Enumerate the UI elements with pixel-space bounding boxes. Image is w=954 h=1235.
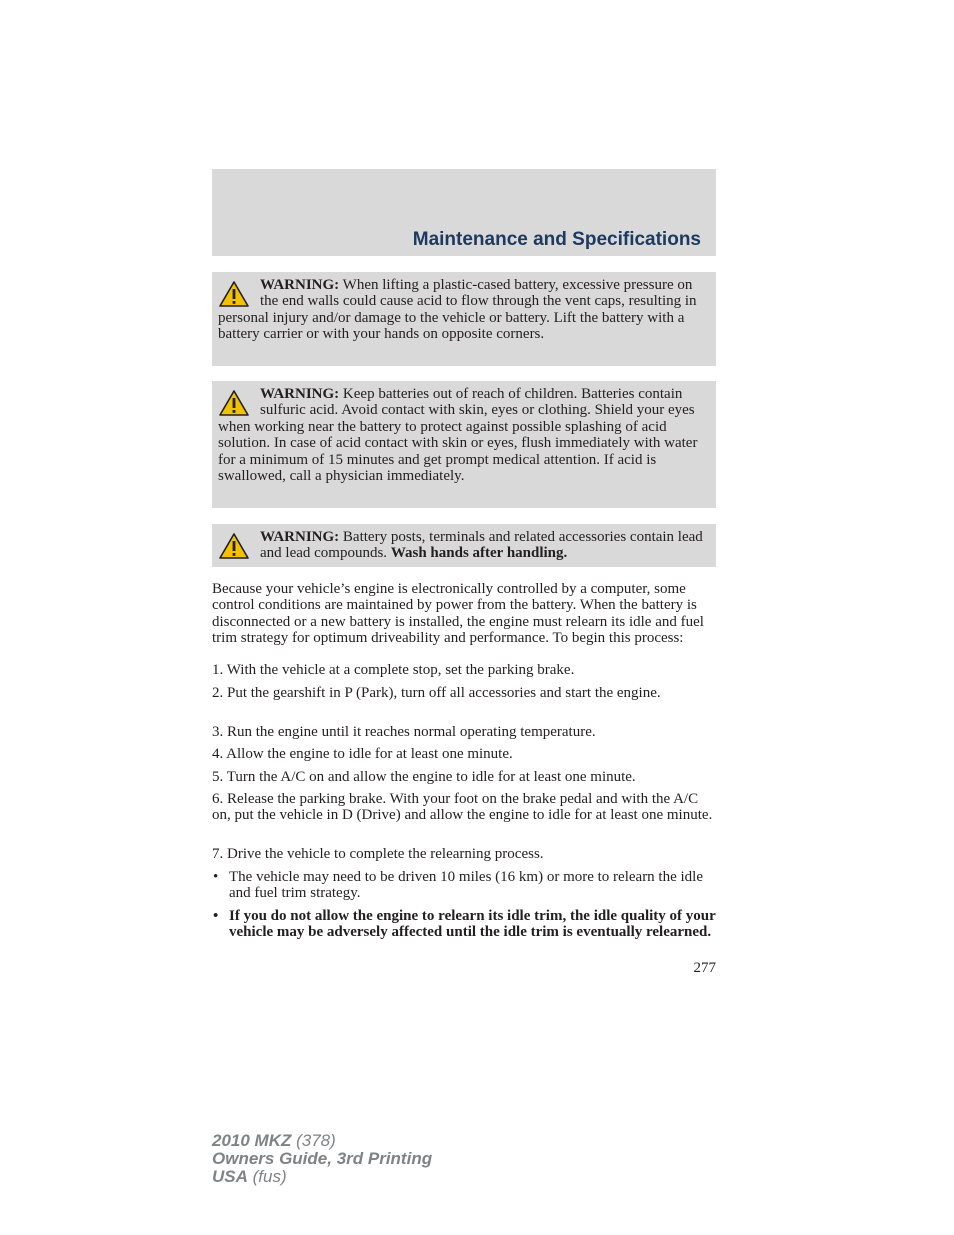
footer-line-2 [212,1150,432,1168]
step-2: 2. Put the gearshift in P (Park), turn off all accessories and start the engine. [212,685,661,701]
bullet-icon: • [213,869,219,885]
footer-line-3 [212,1168,432,1186]
intro-paragraph: Because your vehicle’s engine is electronically controlled by a computer, some control conditions are maintained by power from the battery. When the battery is disconnected or a new battery is installed, the engine must relearn its idle and fuel trim strategy for optimum driveability and performance. To begin this process: [212,581,704,647]
step-6: 6. Release the parking brake. With your foot on the brake pedal and with the A/C on, put the vehicle in D (Drive) and allow the engine to idle for at least one minute. [212,791,713,824]
warning-label: WARNING: [260,386,340,402]
warning-label: WARNING: [260,529,340,545]
page-number: 277 [693,960,716,976]
bullet-icon: • [213,908,219,924]
step-3: 3. Run the engine until it reaches normal operating temperature. [212,724,596,740]
footer-market: USA [212,1167,248,1186]
warning-box-1 [212,272,716,366]
footer [212,1132,432,1186]
step-7: 7. Drive the vehicle to complete the relearning process. [212,846,544,862]
warning-text: Battery posts, terminals and related accessories contain lead and lead compounds. [260,529,703,562]
section-header [212,169,716,256]
warning-triangle-icon [218,389,250,417]
warning-bold-text: Wash hands after handling. [390,545,568,562]
footer-edition: Owners Guide, 3rd Printing [212,1149,433,1168]
footer-line-1 [212,1132,432,1150]
list-item [212,869,716,902]
footer-model-code: (378) [296,1131,336,1150]
section-title: Maintenance and Specifications [412,229,701,250]
step-5: 5. Turn the A/C on and allow the engine to idle for at least one minute. [212,769,636,785]
warning-label: WARNING: [260,277,340,293]
warning-triangle-icon [218,532,250,560]
step-4: 4. Allow the engine to idle for at least one minute. [212,746,513,762]
warning-text: Keep batteries out of reach of children. Batteries contain sulfuric acid. Avoid contact with skin, eyes or clothing. Shield your eyes when working near the battery to protect against possible splashing of acid solution. In case of acid contact with skin or eyes, flush immediately with water for a minimum of 15 minutes and get prompt medical attention. If acid is swallowed, call a physician immediately. [218,386,698,485]
warning-box-3 [212,524,716,567]
footer-market-code: (fus) [252,1167,287,1186]
warning-triangle-icon [218,280,250,308]
step-1: 1. With the vehicle at a complete stop, set the parking brake. [212,662,575,678]
warning-box-2 [212,381,716,508]
footer-model: 2010 MKZ [212,1131,292,1150]
warning-text: When lifting a plastic-cased battery, excessive pressure on the end walls could cause acid to flow through the vent caps, resulting in personal injury and/or damage to the vehicle or battery. Lift the battery with a battery carrier or with your hands on opposite corners. [218,277,697,343]
list-item [212,908,716,941]
bullet-text: The vehicle may need to be driven 10 miles (16 km) or more to relearn the idle and fuel trim strategy. [229,869,704,902]
bullet-text: If you do not allow the engine to relearn its idle trim, the idle quality of your vehicle may be adversely affected until the idle trim is eventually relearned. [229,908,716,941]
